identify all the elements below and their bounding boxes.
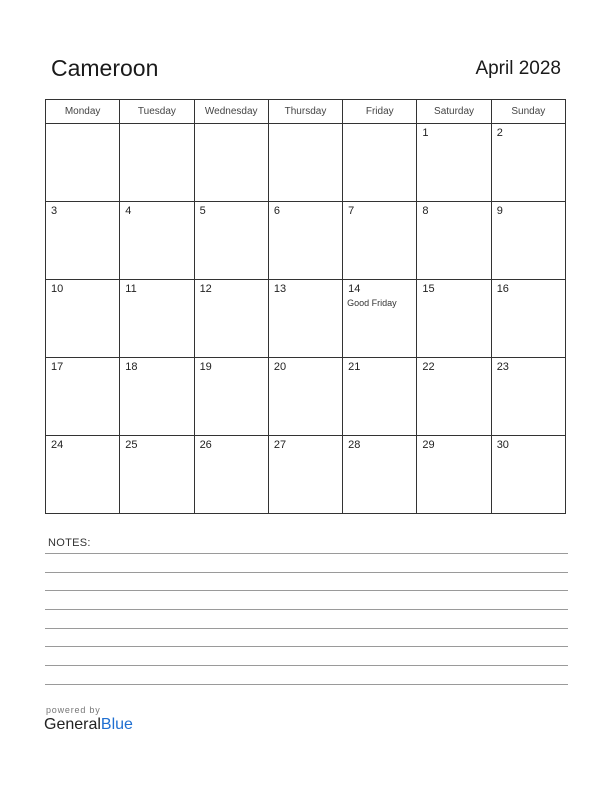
day-cell	[120, 436, 194, 514]
weekday-saturday: Saturday	[417, 100, 491, 124]
month-title: April 2028	[475, 58, 561, 79]
day-cell	[268, 124, 342, 202]
brand-blue: Blue	[100, 716, 133, 733]
day-cell	[120, 280, 194, 358]
generalblue-logo	[44, 716, 133, 734]
day-cell	[491, 436, 565, 514]
day-cell	[491, 202, 565, 280]
notes-label: NOTES:	[48, 537, 91, 549]
day-cell	[491, 358, 565, 436]
day-cell	[491, 280, 565, 358]
day-number: 24	[51, 439, 64, 451]
day-cell	[491, 124, 565, 202]
calendar-grid	[45, 99, 566, 514]
weekday-sunday: Sunday	[491, 100, 565, 124]
week-row	[46, 202, 566, 280]
note-line	[45, 646, 568, 647]
weekday-monday: Monday	[46, 100, 120, 124]
country-title: Cameroon	[51, 55, 159, 81]
day-cell	[120, 358, 194, 436]
day-cell	[268, 202, 342, 280]
day-number: 1	[422, 127, 429, 139]
day-cell	[343, 202, 417, 280]
day-cell	[194, 202, 268, 280]
day-number: 7	[348, 205, 355, 217]
day-number: 14	[348, 283, 361, 295]
weekday-tuesday: Tuesday	[120, 100, 194, 124]
day-number: 9	[496, 205, 503, 217]
day-cell	[268, 436, 342, 514]
day-number: 6	[273, 205, 280, 217]
day-cell	[417, 202, 491, 280]
day-cell	[417, 280, 491, 358]
weekday-thursday: Thursday	[268, 100, 342, 124]
note-line	[45, 665, 568, 666]
day-number: 21	[348, 361, 361, 373]
day-cell	[268, 358, 342, 436]
note-line	[45, 590, 568, 591]
day-number: 2	[496, 127, 503, 139]
note-line	[45, 628, 568, 629]
day-number: 11	[125, 283, 137, 295]
day-cell	[417, 436, 491, 514]
day-cell	[46, 358, 120, 436]
day-cell	[343, 436, 417, 514]
day-cell	[194, 280, 268, 358]
day-number: 5	[199, 205, 206, 217]
note-line	[45, 553, 568, 554]
day-number: 29	[422, 439, 435, 451]
day-number: 15	[422, 283, 435, 295]
day-cell	[343, 358, 417, 436]
holiday-label: Good Friday	[347, 298, 397, 308]
day-number: 18	[125, 361, 138, 373]
day-cell	[120, 124, 194, 202]
day-cell	[120, 202, 194, 280]
day-cell	[46, 280, 120, 358]
weekday-friday: Friday	[343, 100, 417, 124]
day-cell	[268, 280, 342, 358]
day-number: 10	[51, 283, 64, 295]
day-number: 30	[496, 439, 509, 451]
powered-by-text: powered by	[46, 705, 101, 715]
day-number: 28	[348, 439, 361, 451]
day-number: 8	[422, 205, 429, 217]
brand-general: General	[44, 716, 101, 733]
day-cell	[46, 124, 120, 202]
note-line	[45, 572, 568, 573]
day-number: 20	[273, 361, 287, 373]
day-number: 17	[51, 361, 64, 373]
day-cell	[194, 358, 268, 436]
day-cell	[46, 436, 120, 514]
day-number: 12	[199, 283, 212, 295]
day-number: 27	[273, 439, 287, 451]
day-number: 23	[496, 361, 509, 373]
day-number: 3	[51, 205, 58, 217]
day-number: 4	[125, 205, 132, 217]
day-cell	[343, 124, 417, 202]
day-number: 26	[199, 439, 212, 451]
day-cell	[417, 124, 491, 202]
week-row	[46, 280, 566, 358]
day-cell	[194, 124, 268, 202]
day-number: 13	[273, 283, 287, 295]
day-cell	[46, 202, 120, 280]
week-row	[46, 358, 566, 436]
day-cell	[417, 358, 491, 436]
day-number: 22	[422, 361, 435, 373]
week-row	[46, 436, 566, 514]
weekday-header-row	[46, 100, 566, 124]
day-number: 25	[125, 439, 138, 451]
note-line	[45, 684, 568, 685]
day-cell	[343, 280, 417, 358]
day-number: 16	[496, 283, 509, 295]
day-number: 19	[199, 361, 212, 373]
week-row	[46, 124, 566, 202]
day-cell	[194, 436, 268, 514]
note-line	[45, 609, 568, 610]
weekday-wednesday: Wednesday	[194, 100, 268, 124]
